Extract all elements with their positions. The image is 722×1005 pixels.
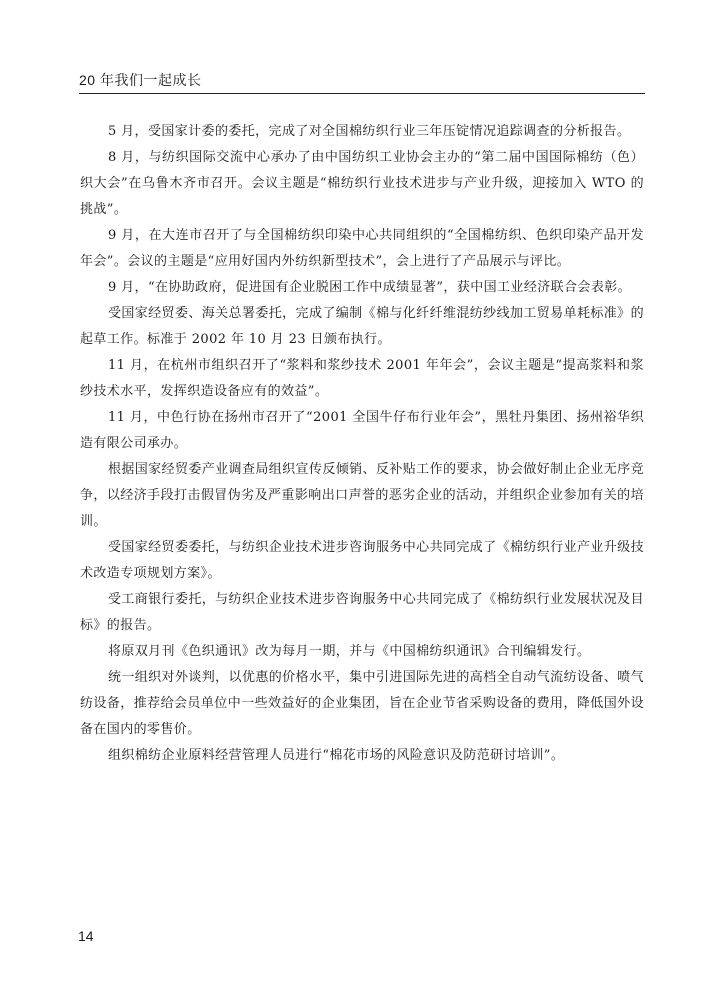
paragraph: 将原双月刊《色织通讯》改为每月一期，并与《中国棉纺织通讯》合刊编辑发行。	[107, 644, 591, 659]
paragraph: 受国家经贸委、海关总署委托，完成了编制《棉与化纤纤维混纺纱线加工贸易单耗标准》的起草工作。标准于 2002 年 10 月 23 日颁布执行。	[80, 306, 644, 347]
paragraph: 8 月，与纺织国际交流中心承办了由中国纺织工业协会主办的“第二届中国国际棉纺（色）织大会”在乌鲁木齐市召开。会议主题是“棉纺织行业技术进步与产业升级，迎接加入 WTO 的挑战”。	[80, 150, 644, 217]
paragraph: 统一组织对外谈判，以优惠的价格水平，集中引进国际先进的高档全自动气流纺设备、喷气纺设备，推荐给会员单位中一些效益好的企业集团，旨在企业节省采购设备的费用，降低国外设备在国内的零售价。	[80, 670, 644, 737]
paragraph: 受国家经贸委委托，与纺织企业技术进步咨询服务中心共同完成了《棉纺织行业产业升级技术改造专项规划方案》。	[80, 540, 644, 581]
paragraph: 5 月，受国家计委的委托，完成了对全国棉纺织行业三年压锭情况追踪调查的分析报告。	[107, 124, 631, 139]
paragraph: 9 月，“在协助政府，促进国有企业脱困工作中成绩显著”，获中国工业经济联合会表彰。	[107, 280, 632, 295]
paragraph: 9 月，在大连市召开了与全国棉纺织印染中心共同组织的“全国棉纺织、色织印染产品开发年会”。会议的主题是“应用好国内外纺织新型技术”，会上进行了产品展示与评比。	[80, 228, 644, 269]
paragraph: 11 月，中色行协在扬州市召开了“2001 全国牛仔布行业年会”，黑牡丹集团、扬州裕华织造有限公司承办。	[80, 410, 644, 451]
running-header-title: 20 年我们一起成长	[79, 72, 202, 88]
paragraph: 根据国家经贸委产业调查局组织宣传反倾销、反补贴工作的要求，协会做好制止企业无序竞争，以经济手段打击假冒伪劣及严重影响出口声誉的恶劣企业的活动，并组织企业参加有关的培训。	[80, 462, 644, 529]
paragraph: 受工商银行委托，与纺织企业技术进步咨询服务中心共同完成了《棉纺织行业发展状况及目标》的报告。	[80, 592, 644, 633]
paragraph: 11 月，在杭州市组织召开了“浆料和浆纱技术 2001 年年会”，会议主题是“提高浆料和浆纱技术水平，发挥织造设备应有的效益”。	[80, 358, 644, 399]
body-text	[80, 119, 644, 769]
page-number: 14	[78, 928, 94, 944]
paragraph: 组织棉纺企业原料经营管理人员进行“棉花市场的风险意识及防范研讨培训”。	[107, 748, 565, 763]
header-divider	[79, 93, 645, 94]
